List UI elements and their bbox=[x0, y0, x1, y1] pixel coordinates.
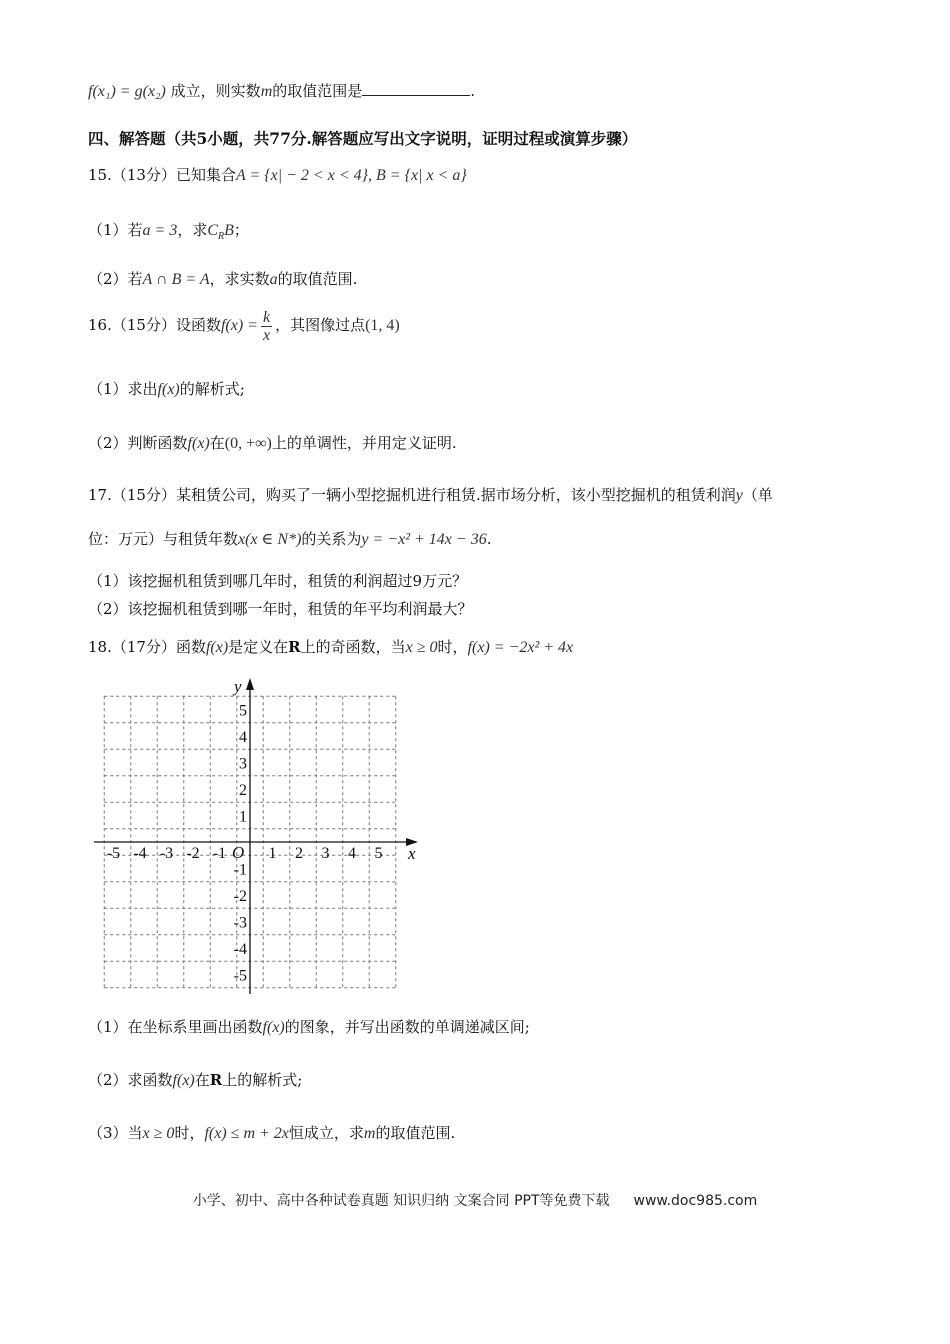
y-tick-label: 1 bbox=[239, 808, 247, 826]
q17-line2: 位：万元）与租赁年数x(x ∈ N*)的关系为y = −x² + 14x − 36. bbox=[88, 530, 492, 548]
q17-line1: 17.（15分）某租赁公司，购买了一辆小型挖掘机进行租赁.据市场分析，该小型挖掘机的租赁利润y（单 bbox=[88, 486, 773, 504]
x-tick-label: 4 bbox=[348, 845, 356, 862]
answer-blank[interactable] bbox=[362, 81, 470, 96]
q18-part3: （3）当x ≥ 0时，f(x) ≤ m + 2x恒成立，求m的取值范围. bbox=[88, 1124, 456, 1142]
origin-label: O bbox=[232, 843, 245, 862]
y-tick-label: -2 bbox=[233, 888, 247, 905]
x-tick-label: -3 bbox=[159, 845, 174, 862]
intro-line: f(x₁) = g(x₂) 成立，则实数m的取值范围是 . bbox=[88, 82, 476, 100]
x-tick-label: 2 bbox=[295, 845, 303, 862]
x-tick-label: -5 bbox=[106, 845, 121, 862]
y-tick-label: 5 bbox=[239, 702, 247, 720]
q15-part2: （2）若A ∩ B = A，求实数a的取值范围. bbox=[88, 270, 358, 288]
footer-site-link[interactable]: www.doc985.com bbox=[633, 1193, 758, 1209]
y-tick-label: -5 bbox=[233, 967, 247, 985]
x-tick-label: -1 bbox=[212, 845, 227, 862]
y-tick-label: 2 bbox=[239, 782, 247, 799]
q16-part2: （2）判断函数f(x)在(0, +∞)上的单调性，并用定义证明. bbox=[88, 434, 457, 452]
y-axis-label: y bbox=[234, 677, 242, 696]
x-tick-label: 3 bbox=[321, 845, 330, 862]
q18-stem: 18.（17分）函数f(x)是定义在R上的奇函数，当x ≥ 0时，f(x) = −2x² + 4x bbox=[88, 638, 574, 656]
q15-part1: （1）若a = 3，求$C_RB$； bbox=[88, 221, 249, 242]
x-tick-label: -4 bbox=[133, 845, 147, 862]
footer-text: 小学、初中、高中各种试卷真题 知识归纳 文案合同 PPT等免费下载 bbox=[192, 1193, 610, 1209]
q18-part1: （1）在坐标系里画出函数f(x)的图象，并写出函数的单调递减区间; bbox=[88, 1018, 530, 1036]
y-tick-label: 3 bbox=[239, 755, 247, 773]
y-tick-label: 4 bbox=[239, 729, 247, 746]
q16-stem: 16.（15分）设函数f(x) = $\frac{k}{x}$ ，其图像过点(1, 4) bbox=[88, 308, 400, 344]
x-axis-label: x bbox=[408, 844, 416, 863]
y-tick-label: -3 bbox=[233, 914, 247, 932]
y-tick-label: -1 bbox=[233, 861, 247, 879]
footer bbox=[0, 1190, 950, 1210]
q17-part1: （1）该挖掘机租赁到哪几年时，租赁的利润超过9万元？ bbox=[88, 572, 468, 590]
q16-part1: （1）求出f(x)的解析式; bbox=[88, 380, 245, 398]
q17-part2: （2）该挖掘机租赁到哪一年时，租赁的年平均利润最大？ bbox=[88, 600, 473, 618]
y-axis-arrow bbox=[246, 678, 254, 690]
x-tick-label: 5 bbox=[374, 845, 383, 862]
coordinate-grid bbox=[88, 672, 428, 1002]
q15-stem: 15.（13分）已知集合A = {x| − 2 < x < 4}, B = {x| x < a} bbox=[88, 166, 467, 184]
intro-equation: f(x₁) = g(x₂) bbox=[88, 83, 166, 100]
x-tick-label: 1 bbox=[268, 845, 277, 862]
y-tick-label: -4 bbox=[233, 941, 247, 958]
fraction-k-over-x: $\frac{k}{x}$ bbox=[262, 308, 271, 344]
x-tick-label: -2 bbox=[186, 845, 200, 862]
q18-part2: （2）求函数f(x)在R上的解析式; bbox=[88, 1071, 303, 1089]
section-heading: 四、解答题（共5小题，共77分.解答题应写出文字说明，证明过程或演算步骤） bbox=[88, 129, 638, 148]
